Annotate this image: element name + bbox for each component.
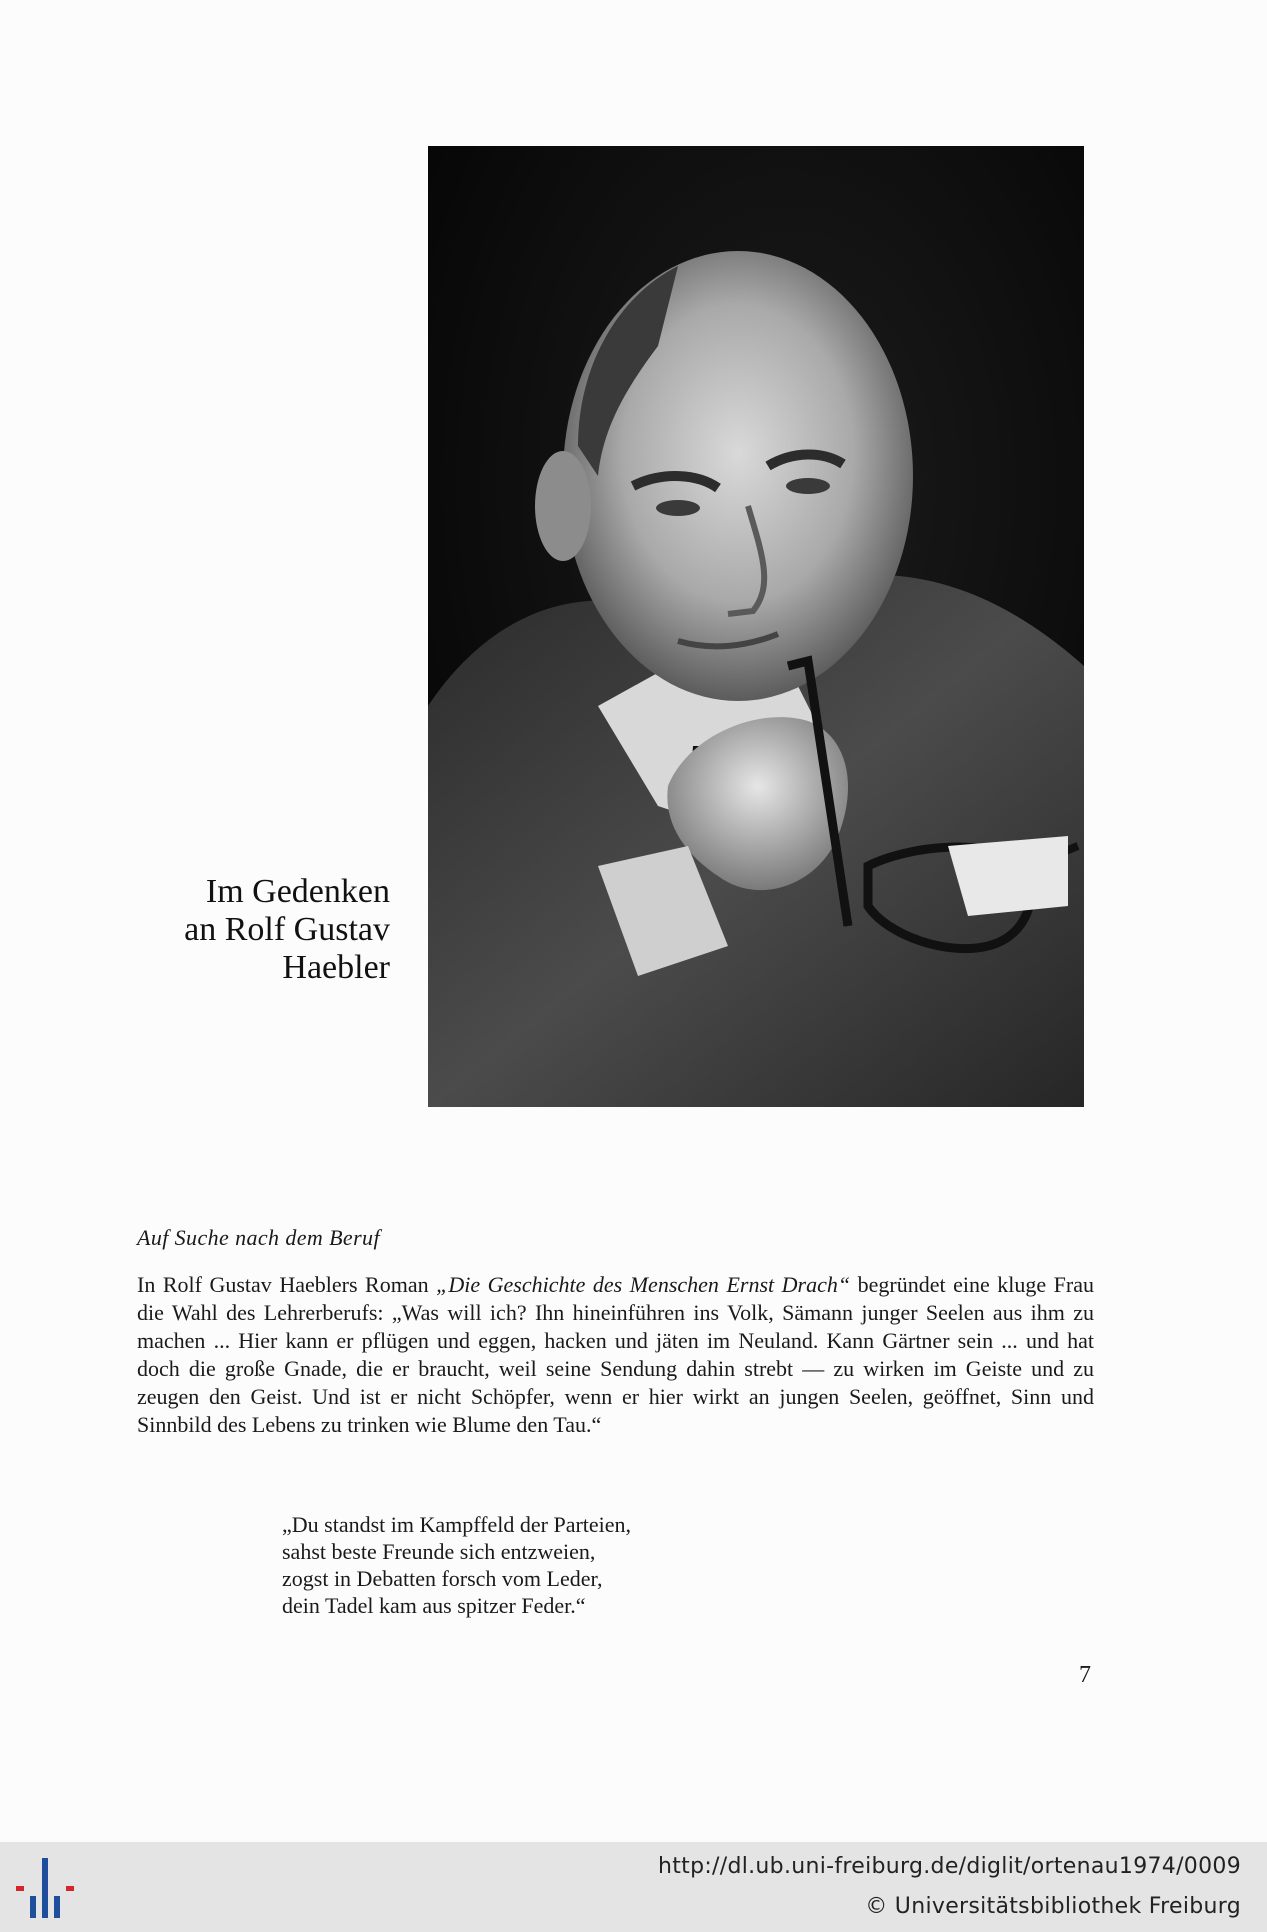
body-paragraph: [137, 1271, 1094, 1439]
paragraph-body: begründet eine kluge Frau die Wahl des Lehrerberufs: „Was will ich? Ihn hineinführen ins Volk, Sämann junger Seelen aus ihm zu machen ... Hier kann er pflügen und eggen, hacken und jäten im Neuland. Kann Gärtner sein ... und hat doch die große Gnade, die er braucht, weil seine Sendung dahin strebt — zu wirken im Geiste und zu zeugen den Geist. Und ist er nicht Schöpfer, wenn er hier wirkt an jungen Seelen, geöffnet, Sinn und Sinnbild des Lebens zu trinken wie Blume den Tau.“: [137, 1272, 1094, 1437]
poem-line: sahst beste Freunde sich entzweien,: [282, 1539, 596, 1564]
dedication-caption: [90, 873, 390, 987]
poem-line: zogst in Debatten forsch vom Leder,: [282, 1566, 603, 1591]
paragraph-intro: In Rolf Gustav Haeblers Roman: [137, 1272, 437, 1297]
portrait-image: [428, 146, 1084, 1107]
dedication-line-1: Im Gedenken: [205, 873, 390, 910]
copyright-notice: © Universitätsbibliothek Freiburg: [865, 1894, 1241, 1919]
footer-bar: [0, 1842, 1267, 1932]
paragraph: [137, 1271, 1094, 1439]
dedication-line-2: an Rolf Gustav: [184, 911, 390, 948]
poem-line: dein Tadel kam aus spitzer Feder.“: [282, 1593, 586, 1618]
portrait-photo: [428, 146, 1084, 1107]
page-number: 7: [1079, 1662, 1091, 1688]
ub-freiburg-logo-icon[interactable]: [14, 1856, 78, 1920]
source-url-link[interactable]: http://dl.ub.uni-freiburg.de/diglit/ortenau1974/0009: [657, 1854, 1241, 1879]
dedication-line-3: Haebler: [282, 949, 390, 986]
section-heading: Auf Suche nach dem Beruf: [137, 1225, 380, 1250]
poem-quote: [282, 1511, 631, 1619]
poem-line: „Du standst im Kampffeld der Parteien,: [282, 1512, 632, 1537]
book-title: „Die Geschichte des Menschen Ernst Drach“: [436, 1272, 851, 1297]
